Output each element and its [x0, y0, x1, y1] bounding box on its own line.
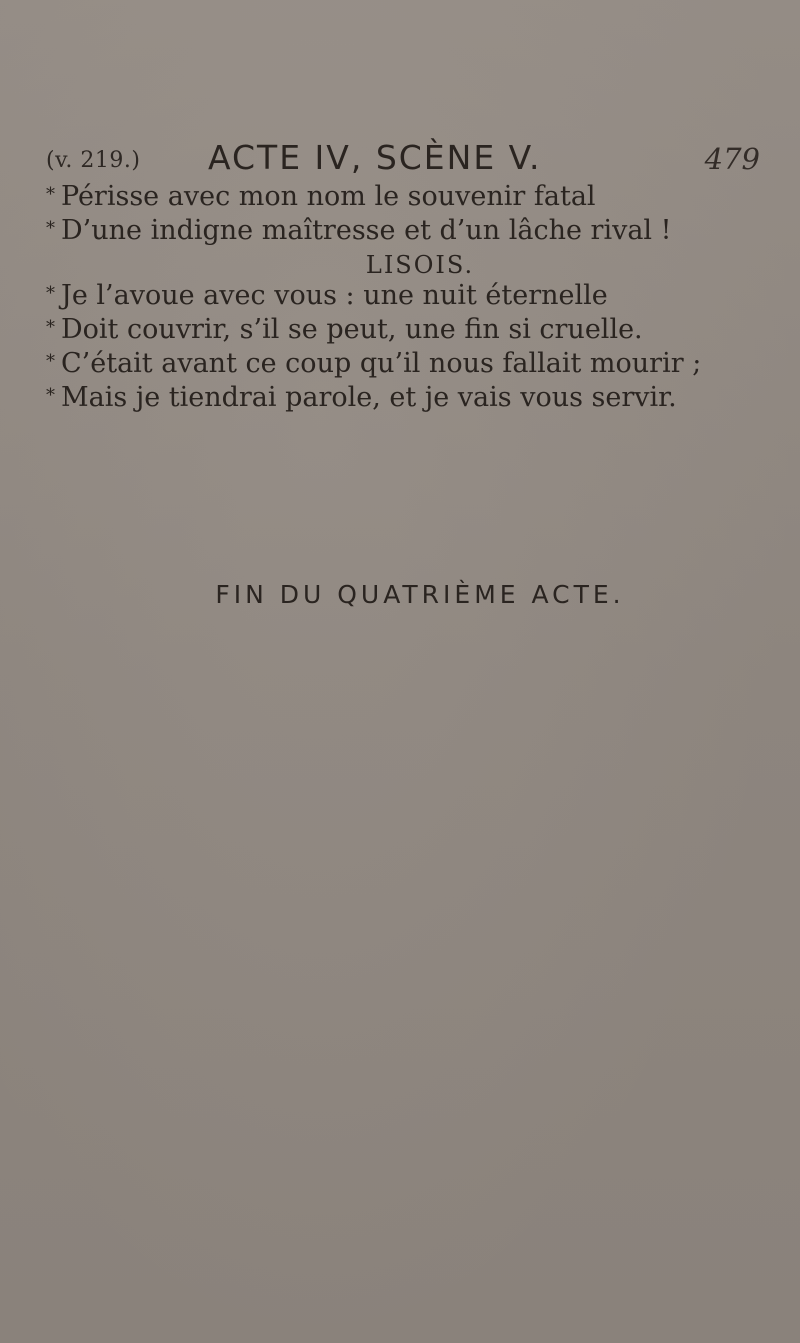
variant-marker: *: [46, 317, 55, 338]
running-title: ACTE IV, SCÈNE V.: [208, 138, 542, 177]
verse-line: [46, 347, 701, 381]
verse-line: [46, 279, 608, 313]
variant-marker: *: [46, 283, 55, 304]
verse-text: Je l’avoue avec vous : une nuit éternelle: [61, 280, 608, 311]
variant-marker: *: [46, 184, 55, 205]
variant-marker: *: [46, 351, 55, 372]
verse-text: C’était avant ce coup qu’il nous fallait mourir ;: [61, 348, 702, 379]
verse-line: [46, 214, 672, 248]
verse-text: D’une indigne maîtresse et d’un lâche rival !: [61, 215, 672, 246]
verse-text: Mais je tiendrai parole, et je vais vous servir.: [61, 382, 677, 413]
end-of-act-heading: FIN DU QUATRIÈME ACTE.: [215, 580, 625, 609]
verse-reference: (v. 219.): [46, 148, 141, 173]
verse-text: Périsse avec mon nom le souvenir fatal: [61, 181, 596, 212]
verse-text: Doit couvrir, s’il se peut, une fin si cruelle.: [61, 314, 643, 345]
verse-line: [46, 180, 596, 214]
speaker-name: LISOIS.: [365, 251, 475, 279]
variant-marker: *: [46, 218, 55, 239]
verse-line: [46, 381, 677, 415]
verse-line: [46, 313, 643, 347]
page-header: [40, 138, 760, 182]
page-number: 479: [704, 142, 760, 176]
variant-marker: *: [46, 385, 55, 406]
